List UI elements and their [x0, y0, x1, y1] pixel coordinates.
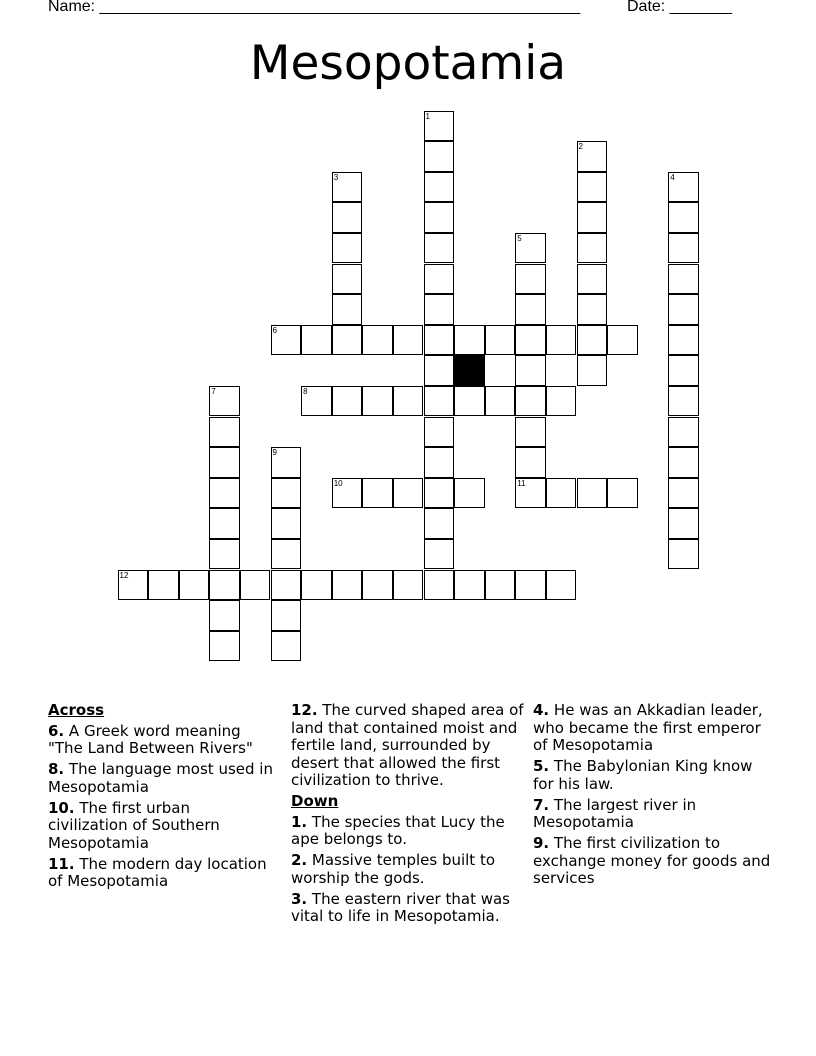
clue-column-1	[48, 702, 273, 894]
crossword-cell[interactable]	[546, 478, 577, 509]
crossword-cell[interactable]	[393, 325, 424, 356]
crossword-cell[interactable]	[362, 386, 393, 417]
crossword-cell[interactable]	[332, 233, 363, 264]
crossword-cell[interactable]	[148, 570, 179, 601]
crossword-cell[interactable]	[362, 325, 393, 356]
clue-text: Massive temples built to worship the gods.	[291, 851, 496, 887]
crossword-cell[interactable]	[668, 386, 699, 417]
crossword-cell[interactable]	[271, 539, 302, 570]
crossword-cell[interactable]	[271, 631, 302, 662]
cell-number: 9	[272, 448, 277, 458]
crossword-cell[interactable]	[424, 111, 455, 142]
crossword-cell[interactable]	[577, 325, 608, 356]
crossword-cell[interactable]	[301, 386, 332, 417]
clue-number: 5.	[533, 757, 550, 775]
crossword-cell[interactable]	[668, 172, 699, 203]
crossword-cell[interactable]	[332, 294, 363, 325]
clue-across-10	[48, 800, 273, 853]
crossword-cell[interactable]	[668, 294, 699, 325]
cell-number: 4	[670, 172, 675, 182]
crossword-cell[interactable]	[209, 508, 240, 539]
crossword-cell[interactable]	[515, 386, 546, 417]
crossword-cell[interactable]	[332, 202, 363, 233]
clue-number: 12.	[291, 701, 318, 719]
clue-text: The Babylonian King know for his law.	[533, 757, 753, 793]
clue-number: 4.	[533, 701, 550, 719]
crossword-cell[interactable]	[577, 478, 608, 509]
crossword-cell[interactable]	[332, 478, 363, 509]
cell-number: 11	[517, 478, 526, 488]
crossword-cell[interactable]	[577, 264, 608, 295]
clue-text: He was an Akkadian leader, who became the first emperor of Mesopotamia	[533, 701, 763, 754]
clue-across-6	[48, 723, 273, 758]
clue-text: The eastern river that was vital to life in Mesopotamia.	[291, 889, 510, 925]
clue-down-5	[533, 758, 773, 793]
crossword-cell[interactable]	[607, 478, 638, 509]
clue-number: 8.	[48, 760, 65, 778]
clue-text: The first civilization to exchange money for goods and services	[533, 834, 771, 887]
crossword-cell[interactable]	[393, 570, 424, 601]
clue-text: The language most used in Mesopotamia	[48, 760, 273, 796]
date-field-label[interactable]: Date: _______	[627, 0, 732, 15]
crossword-cell[interactable]	[332, 264, 363, 295]
clue-text: The first urban civilization of Southern Mesopotamia	[48, 798, 220, 852]
crossword-cell[interactable]	[209, 386, 240, 417]
crossword-cell[interactable]	[424, 202, 455, 233]
clue-column-3	[533, 702, 773, 891]
crossword-cell[interactable]	[209, 447, 240, 478]
clue-number: 11.	[48, 854, 75, 873]
crossword-cell[interactable]	[454, 478, 485, 509]
crossword-cell[interactable]	[515, 325, 546, 356]
crossword-cell[interactable]	[668, 447, 699, 478]
black-square	[454, 355, 485, 386]
cell-number: 8	[303, 386, 308, 396]
crossword-cell[interactable]	[332, 325, 363, 356]
cell-number: 6	[272, 325, 277, 335]
crossword-cell[interactable]	[209, 478, 240, 509]
crossword-cell[interactable]	[607, 325, 638, 356]
crossword-cell[interactable]	[515, 233, 546, 264]
crossword-cell[interactable]	[577, 172, 608, 203]
crossword-cell[interactable]	[240, 570, 271, 601]
crossword-cell[interactable]	[118, 570, 149, 601]
crossword-cell[interactable]	[393, 478, 424, 509]
across-heading: Across	[48, 701, 105, 719]
crossword-cell[interactable]	[424, 570, 455, 601]
crossword-cell[interactable]	[577, 294, 608, 325]
clue-across-8	[48, 761, 273, 796]
crossword-cell[interactable]	[668, 508, 699, 539]
cell-number: 3	[333, 172, 339, 182]
crossword-cell[interactable]	[424, 478, 455, 509]
crossword-cell[interactable]	[271, 447, 302, 478]
crossword-cell[interactable]	[424, 172, 455, 203]
clue-number: 2.	[291, 851, 308, 869]
crossword-cell[interactable]	[668, 264, 699, 295]
crossword-cell[interactable]	[424, 141, 455, 172]
crossword-cell[interactable]	[546, 325, 577, 356]
cell-number: 5	[517, 233, 522, 243]
crossword-cell[interactable]	[362, 478, 393, 509]
crossword-cell[interactable]	[362, 570, 393, 601]
cell-number: 1	[425, 111, 430, 121]
crossword-cell[interactable]	[332, 570, 363, 601]
crossword-cell[interactable]	[577, 233, 608, 264]
crossword-cell[interactable]	[209, 417, 240, 448]
clue-down-9	[533, 835, 773, 888]
crossword-cell[interactable]	[209, 539, 240, 570]
crossword-cell[interactable]	[271, 478, 302, 509]
crossword-cell[interactable]	[515, 570, 546, 601]
crossword-cell[interactable]	[515, 447, 546, 478]
crossword-cell[interactable]	[271, 570, 302, 601]
clue-text: The largest river in Mesopotamia	[533, 795, 697, 831]
cell-number: 12	[119, 570, 129, 580]
crossword-cell[interactable]	[668, 355, 699, 386]
crossword-cell[interactable]	[332, 386, 363, 417]
crossword-cell[interactable]	[546, 570, 577, 601]
clue-number: 3.	[291, 889, 308, 908]
crossword-cell[interactable]	[577, 202, 608, 233]
crossword-cell[interactable]	[424, 355, 455, 386]
crossword-cell[interactable]	[393, 386, 424, 417]
crossword-cell[interactable]	[485, 386, 516, 417]
name-field-label[interactable]: Name: ______________________________________________________	[48, 0, 581, 15]
clue-column-2	[291, 702, 526, 929]
crossword-cell[interactable]	[668, 233, 699, 264]
page-title: Mesopotamia	[249, 36, 567, 91]
crossword-cell[interactable]	[668, 478, 699, 509]
clue-down-2	[291, 852, 526, 887]
crossword-cell[interactable]	[668, 202, 699, 233]
crossword-cell[interactable]	[577, 355, 608, 386]
crossword-cell[interactable]	[454, 325, 485, 356]
crossword-cell[interactable]	[424, 539, 455, 570]
clue-text: A Greek word meaning "The Land Between Rivers"	[48, 721, 253, 757]
clue-number: 6.	[48, 721, 65, 740]
cell-number: 2	[578, 142, 583, 152]
crossword-cell[interactable]	[454, 386, 485, 417]
crossword-cell[interactable]	[546, 386, 577, 417]
clue-text: The modern day location of Mesopotamia	[48, 854, 267, 890]
crossword-cell[interactable]	[271, 508, 302, 539]
crossword-cell[interactable]	[515, 478, 546, 509]
crossword-cell[interactable]	[271, 600, 302, 631]
crossword-cell[interactable]	[485, 325, 516, 356]
down-heading: Down	[291, 792, 339, 810]
crossword-cell[interactable]	[424, 417, 455, 448]
clue-down-1	[291, 814, 526, 849]
crossword-cell[interactable]	[332, 172, 363, 203]
crossword-cell[interactable]	[179, 570, 210, 601]
crossword-cell[interactable]	[424, 508, 455, 539]
crossword-cell[interactable]	[515, 294, 546, 325]
crossword-cell[interactable]	[515, 355, 546, 386]
crossword-cell[interactable]	[209, 631, 240, 662]
crossword-cell[interactable]	[424, 447, 455, 478]
crossword-cell[interactable]	[668, 417, 699, 448]
crossword-cell[interactable]	[454, 570, 485, 601]
crossword-cell[interactable]	[301, 570, 332, 601]
crossword-cell[interactable]	[424, 264, 455, 295]
crossword-cell[interactable]	[424, 386, 455, 417]
crossword-cell[interactable]	[515, 417, 546, 448]
clue-number: 1.	[291, 812, 308, 831]
crossword-cell[interactable]	[209, 570, 240, 601]
crossword-cell[interactable]	[668, 325, 699, 356]
cell-number: 10	[333, 478, 343, 488]
clue-across-12	[291, 702, 526, 790]
clue-number: 9.	[533, 834, 550, 852]
clue-down-4	[533, 702, 773, 755]
clue-number: 10.	[48, 798, 75, 817]
crossword-cell[interactable]	[577, 141, 608, 172]
crossword-cell[interactable]	[424, 294, 455, 325]
crossword-cell[interactable]	[209, 600, 240, 631]
clue-down-7	[533, 797, 773, 832]
crossword-cell[interactable]	[271, 325, 302, 356]
clue-down-3	[291, 891, 526, 926]
clue-number: 7.	[533, 795, 550, 814]
crossword-cell[interactable]	[515, 264, 546, 295]
crossword-cell[interactable]	[424, 233, 455, 264]
clue-text: The species that Lucy the ape belongs to.	[291, 812, 505, 848]
clue-across-11	[48, 856, 273, 891]
crossword-cell[interactable]	[301, 325, 332, 356]
cell-number: 7	[211, 386, 216, 396]
crossword-cell[interactable]	[424, 325, 455, 356]
crossword-cell[interactable]	[485, 570, 516, 601]
clue-text: The curved shaped area of land that contained moist and fertile land, surrounded by desert that allowed the first civilization to thrive.	[291, 701, 524, 789]
crossword-cell[interactable]	[668, 539, 699, 570]
